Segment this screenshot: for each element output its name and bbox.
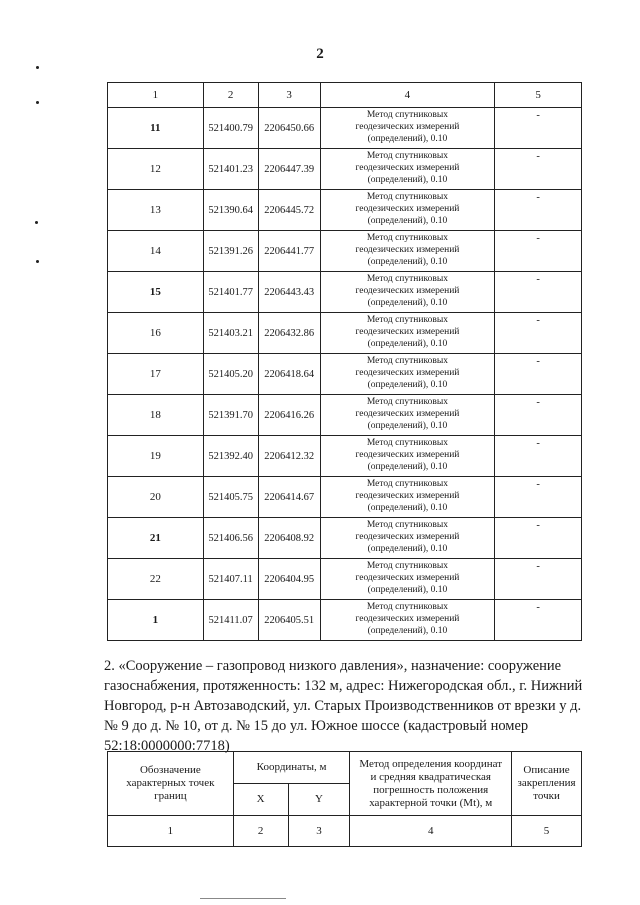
method-cell bbox=[320, 149, 495, 190]
description-cell: - bbox=[495, 231, 582, 272]
method-cell bbox=[320, 108, 495, 149]
paragraph-line: 52:18:0000000:7718) bbox=[104, 738, 230, 754]
method-line: Метод спутниковых bbox=[366, 356, 448, 366]
y-coordinate: 2206445.72 bbox=[258, 190, 320, 231]
method-line: (определений), 0.10 bbox=[367, 544, 448, 554]
table-row bbox=[108, 354, 582, 395]
method-line: (определений), 0.10 bbox=[367, 257, 448, 267]
point-number: 21 bbox=[108, 518, 204, 559]
method-line: геодезических измерений bbox=[355, 286, 460, 296]
numbering-cell: 3 bbox=[288, 816, 350, 847]
method-line: Метод спутниковых bbox=[366, 397, 448, 407]
method-line: Метод спутниковых bbox=[366, 561, 448, 571]
y-coordinate: 2206414.67 bbox=[258, 477, 320, 518]
point-number: 13 bbox=[108, 190, 204, 231]
method-cell bbox=[320, 559, 495, 600]
method-cell bbox=[320, 272, 495, 313]
x-coordinate: 521391.26 bbox=[203, 231, 258, 272]
method-line: геодезических измерений bbox=[355, 532, 460, 542]
method-line: (определений), 0.10 bbox=[367, 175, 448, 185]
method-line: геодезических измерений bbox=[355, 450, 460, 460]
x-coordinate: 521401.77 bbox=[203, 272, 258, 313]
x-coordinate: 521406.56 bbox=[203, 518, 258, 559]
method-line: геодезических измерений bbox=[355, 573, 460, 583]
method-cell bbox=[320, 190, 495, 231]
margin-mark bbox=[36, 66, 39, 69]
x-coordinate: 521392.40 bbox=[203, 436, 258, 477]
method-cell bbox=[320, 436, 495, 477]
method-line: Метод спутниковых bbox=[366, 192, 448, 202]
description-cell: - bbox=[495, 108, 582, 149]
description-cell: - bbox=[495, 149, 582, 190]
table-row bbox=[108, 436, 582, 477]
numbering-cell: 2 bbox=[233, 816, 288, 847]
header-cell: 1 bbox=[108, 83, 204, 108]
x-coordinate: 521411.07 bbox=[203, 600, 258, 641]
margin-mark bbox=[36, 260, 39, 263]
method-line: геодезических измерений bbox=[355, 327, 460, 337]
method-line: (определений), 0.10 bbox=[367, 380, 448, 390]
table-row bbox=[108, 149, 582, 190]
method-line: геодезических измерений bbox=[355, 491, 460, 501]
description-cell: - bbox=[495, 272, 582, 313]
method-line: геодезических измерений bbox=[355, 245, 460, 255]
description-cell: - bbox=[495, 436, 582, 477]
method-line: Метод спутниковых bbox=[366, 110, 448, 120]
y-coordinate: 2206404.95 bbox=[258, 559, 320, 600]
method-cell bbox=[320, 600, 495, 641]
header-cell: 3 bbox=[258, 83, 320, 108]
paragraph-line: Новгород, р-н Автозаводский, ул. Старых Производственников от врезки у д. bbox=[104, 698, 582, 714]
method-cell bbox=[320, 354, 495, 395]
y-coordinate: 2206405.51 bbox=[258, 600, 320, 641]
bottom-rule bbox=[200, 898, 286, 899]
header-method: Метод определения координат и средняя квадратическая погрешность положения характерной точки (Mt), м bbox=[350, 752, 512, 816]
method-line: (определений), 0.10 bbox=[367, 298, 448, 308]
method-line: Метод спутниковых bbox=[366, 479, 448, 489]
table-row bbox=[108, 395, 582, 436]
table-row bbox=[108, 477, 582, 518]
point-number: 1 bbox=[108, 600, 204, 641]
method-cell bbox=[320, 477, 495, 518]
numbering-cell: 1 bbox=[108, 816, 234, 847]
table-row bbox=[108, 518, 582, 559]
method-cell bbox=[320, 231, 495, 272]
point-number: 11 bbox=[108, 108, 204, 149]
method-line: (определений), 0.10 bbox=[367, 216, 448, 226]
method-line: геодезических измерений bbox=[355, 409, 460, 419]
table-row bbox=[108, 559, 582, 600]
method-line: (определений), 0.10 bbox=[367, 626, 448, 636]
method-line: (определений), 0.10 bbox=[367, 503, 448, 513]
description-cell: - bbox=[495, 190, 582, 231]
x-coordinate: 521400.79 bbox=[203, 108, 258, 149]
coordinates-table-header bbox=[107, 751, 582, 847]
point-number: 20 bbox=[108, 477, 204, 518]
method-line: (определений), 0.10 bbox=[367, 421, 448, 431]
y-coordinate: 2206450.66 bbox=[258, 108, 320, 149]
description-cell: - bbox=[495, 477, 582, 518]
header-y: Y bbox=[288, 784, 350, 816]
y-coordinate: 2206447.39 bbox=[258, 149, 320, 190]
table-row bbox=[108, 313, 582, 354]
table-row bbox=[108, 190, 582, 231]
numbering-row bbox=[108, 816, 582, 847]
x-coordinate: 521407.11 bbox=[203, 559, 258, 600]
x-coordinate: 521405.75 bbox=[203, 477, 258, 518]
paragraph-line: 2. «Сооружение – газопровод низкого давления», назначение: сооружение bbox=[104, 658, 562, 674]
method-line: Метод спутниковых bbox=[366, 233, 448, 243]
y-coordinate: 2206416.26 bbox=[258, 395, 320, 436]
method-line: геодезических измерений bbox=[355, 368, 460, 378]
header-coordinates: Координаты, м bbox=[233, 752, 350, 784]
x-coordinate: 521391.70 bbox=[203, 395, 258, 436]
paragraph-line: газоснабжения, протяженность: 132 м, адрес: Нижегородская обл., г. Нижний bbox=[104, 678, 583, 694]
method-line: (определений), 0.10 bbox=[367, 585, 448, 595]
x-coordinate: 521390.64 bbox=[203, 190, 258, 231]
description-cell: - bbox=[495, 395, 582, 436]
method-line: (определений), 0.10 bbox=[367, 462, 448, 472]
y-coordinate: 2206412.32 bbox=[258, 436, 320, 477]
table-row bbox=[108, 600, 582, 641]
header-x: X bbox=[233, 784, 288, 816]
description-cell: - bbox=[495, 518, 582, 559]
point-number: 15 bbox=[108, 272, 204, 313]
object-description-paragraph bbox=[104, 656, 586, 756]
page-number: 2 bbox=[316, 46, 324, 62]
method-line: Метод спутниковых bbox=[366, 602, 448, 612]
header-cell: 4 bbox=[320, 83, 495, 108]
x-coordinate: 521405.20 bbox=[203, 354, 258, 395]
method-cell bbox=[320, 518, 495, 559]
point-number: 12 bbox=[108, 149, 204, 190]
table-header-row bbox=[108, 83, 582, 108]
x-coordinate: 521401.23 bbox=[203, 149, 258, 190]
y-coordinate: 2206432.86 bbox=[258, 313, 320, 354]
description-cell: - bbox=[495, 313, 582, 354]
description-cell: - bbox=[495, 354, 582, 395]
description-cell: - bbox=[495, 600, 582, 641]
method-cell bbox=[320, 395, 495, 436]
header-cell: 2 bbox=[203, 83, 258, 108]
table-row bbox=[108, 272, 582, 313]
method-line: Метод спутниковых bbox=[366, 438, 448, 448]
method-line: геодезических измерений bbox=[355, 204, 460, 214]
point-number: 18 bbox=[108, 395, 204, 436]
method-line: (определений), 0.10 bbox=[367, 339, 448, 349]
numbering-cell: 4 bbox=[350, 816, 512, 847]
method-cell bbox=[320, 313, 495, 354]
point-number: 16 bbox=[108, 313, 204, 354]
point-number: 17 bbox=[108, 354, 204, 395]
method-line: Метод спутниковых bbox=[366, 315, 448, 325]
numbering-cell: 5 bbox=[512, 816, 582, 847]
paragraph-line: № 9 до д. № 10, от д. № 15 до ул. Южное шоссе (кадастровый номер bbox=[104, 718, 529, 734]
method-line: геодезических измерений bbox=[355, 163, 460, 173]
margin-mark bbox=[36, 101, 39, 104]
y-coordinate: 2206441.77 bbox=[258, 231, 320, 272]
header-cell: 5 bbox=[495, 83, 582, 108]
header-point-designation: Обозначение характерных точек границ bbox=[108, 752, 234, 816]
y-coordinate: 2206418.64 bbox=[258, 354, 320, 395]
coordinates-table-continued bbox=[107, 82, 582, 641]
method-line: (определений), 0.10 bbox=[367, 134, 448, 144]
method-line: геодезических измерений bbox=[355, 122, 460, 132]
y-coordinate: 2206408.92 bbox=[258, 518, 320, 559]
description-cell: - bbox=[495, 559, 582, 600]
method-line: геодезических измерений bbox=[355, 614, 460, 624]
method-line: Метод спутниковых bbox=[366, 274, 448, 284]
point-number: 22 bbox=[108, 559, 204, 600]
table-row bbox=[108, 108, 582, 149]
point-number: 14 bbox=[108, 231, 204, 272]
margin-mark bbox=[35, 221, 38, 224]
header-description: Описание закрепления точки bbox=[512, 752, 582, 816]
method-line: Метод спутниковых bbox=[366, 520, 448, 530]
x-coordinate: 521403.21 bbox=[203, 313, 258, 354]
y-coordinate: 2206443.43 bbox=[258, 272, 320, 313]
table-row bbox=[108, 231, 582, 272]
point-number: 19 bbox=[108, 436, 204, 477]
method-line: Метод спутниковых bbox=[366, 151, 448, 161]
